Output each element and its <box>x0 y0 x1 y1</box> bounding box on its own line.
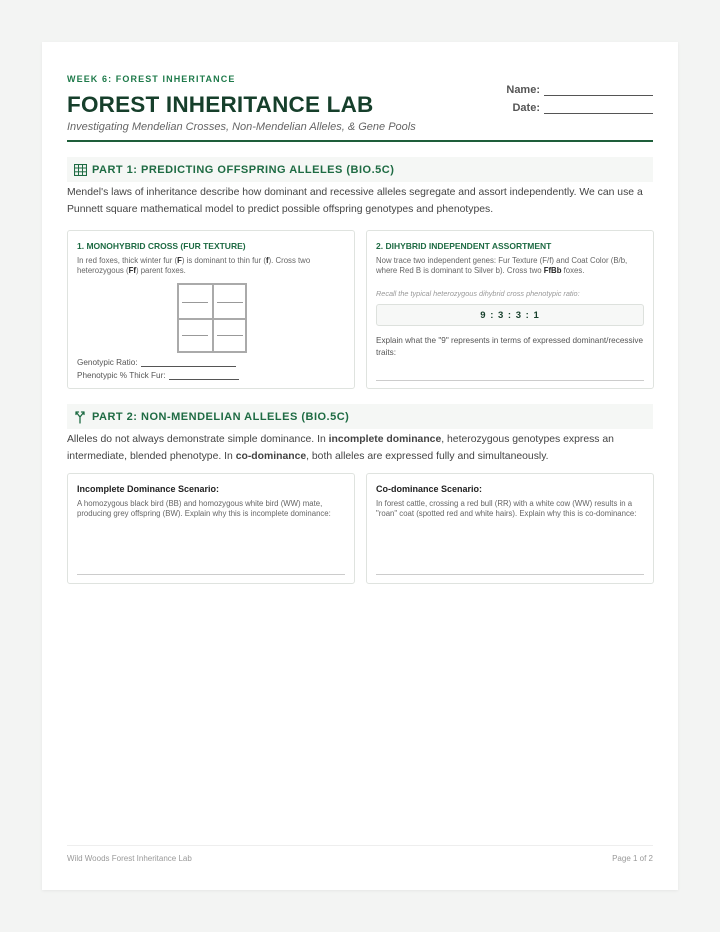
branch-icon <box>73 410 87 424</box>
phenotypic-label: Phenotypic % Thick Fur: <box>77 371 166 380</box>
page-number: Page 1 of 2 <box>612 854 653 863</box>
answer-line[interactable] <box>376 380 644 381</box>
part2-heading: PART 2: NON-MENDELIAN ALLELES (BIO.5C) <box>92 410 350 423</box>
worksheet-page <box>42 42 678 890</box>
footer-divider <box>67 845 653 846</box>
part2-header <box>67 404 653 429</box>
phenotypic-ratio-box: 9 : 3 : 3 : 1 <box>376 304 644 326</box>
card-description: A homozygous black bird (BB) and homozygous white bird (WW) mate, producing grey offspring (BW). Explain why this is incomplete dominance: <box>77 499 331 519</box>
genotypic-answer-line[interactable] <box>141 358 236 367</box>
name-label: Name: <box>506 84 540 96</box>
recall-hint: Recall the typical heterozygous dihybrid cross phenotypic ratio: <box>376 289 580 298</box>
phenotypic-answer-line[interactable] <box>169 371 239 380</box>
phenotypic-field[interactable] <box>77 371 239 380</box>
punnett-square[interactable] <box>177 283 247 353</box>
grid-icon <box>73 163 87 177</box>
header-divider <box>67 140 653 142</box>
explain-prompt: Explain what the "9" represents in terms of expressed dominant/recessive traits: <box>376 336 644 357</box>
part1-header <box>67 157 653 182</box>
co-dominance-card <box>366 473 654 584</box>
date-line[interactable] <box>544 104 653 114</box>
date-label: Date: <box>512 102 540 114</box>
answer-line[interactable] <box>376 574 644 575</box>
card-description: In red foxes, thick winter fur (F) is dominant to thin fur (f). Cross two heterozygous (Ff) parent foxes. <box>77 256 311 276</box>
answer-line[interactable] <box>77 574 345 575</box>
card-title: Incomplete Dominance Scenario: <box>77 484 220 494</box>
part2-intro: Alleles do not always demonstrate simple dominance. In incomplete dominance, heterozygous genotypes express an intermediate, blended phenotype. In co-dominance, both alleles are expressed fully and simultaneously. <box>67 434 614 462</box>
card-title: 1. MONOHYBRID CROSS (FUR TEXTURE) <box>77 241 246 251</box>
monohybrid-card <box>67 230 355 389</box>
card-description: Now trace two independent genes: Fur Texture (F/f) and Coat Color (B/b, where Red B is dominant to Silver b). Cross two FfBb foxes. <box>376 256 628 276</box>
incomplete-dominance-card <box>67 473 355 584</box>
name-line[interactable] <box>544 86 653 96</box>
part1-heading: PART 1: PREDICTING OFFSPRING ALLELES (BIO.5C) <box>92 163 395 176</box>
date-field[interactable] <box>512 102 653 114</box>
part1-intro: Mendel's laws of inheritance describe how dominant and recessive alleles segregate and assort independently. We can use a Punnett square mathematical model to predict possible offspring genotypes and phenotypes. <box>67 187 643 215</box>
dihybrid-card <box>366 230 654 389</box>
name-field[interactable] <box>506 84 653 96</box>
footer-title: Wild Woods Forest Inheritance Lab <box>67 854 192 863</box>
card-title: 2. DIHYBRID INDEPENDENT ASSORTMENT <box>376 241 552 251</box>
genotypic-label: Genotypic Ratio: <box>77 358 138 367</box>
card-title: Co-dominance Scenario: <box>376 484 483 494</box>
genotypic-ratio-field[interactable] <box>77 358 236 367</box>
week-label: WEEK 6: FOREST INHERITANCE <box>67 74 236 84</box>
page-subtitle: Investigating Mendelian Crosses, Non-Mendelian Alleles, & Gene Pools <box>67 121 416 133</box>
card-description: In forest cattle, crossing a red bull (RR) with a white cow (WW) results in a "roan" coat (spotted red and white hairs). Explain why this is co-dominance: <box>376 499 637 519</box>
page-title: FOREST INHERITANCE LAB <box>67 92 374 117</box>
